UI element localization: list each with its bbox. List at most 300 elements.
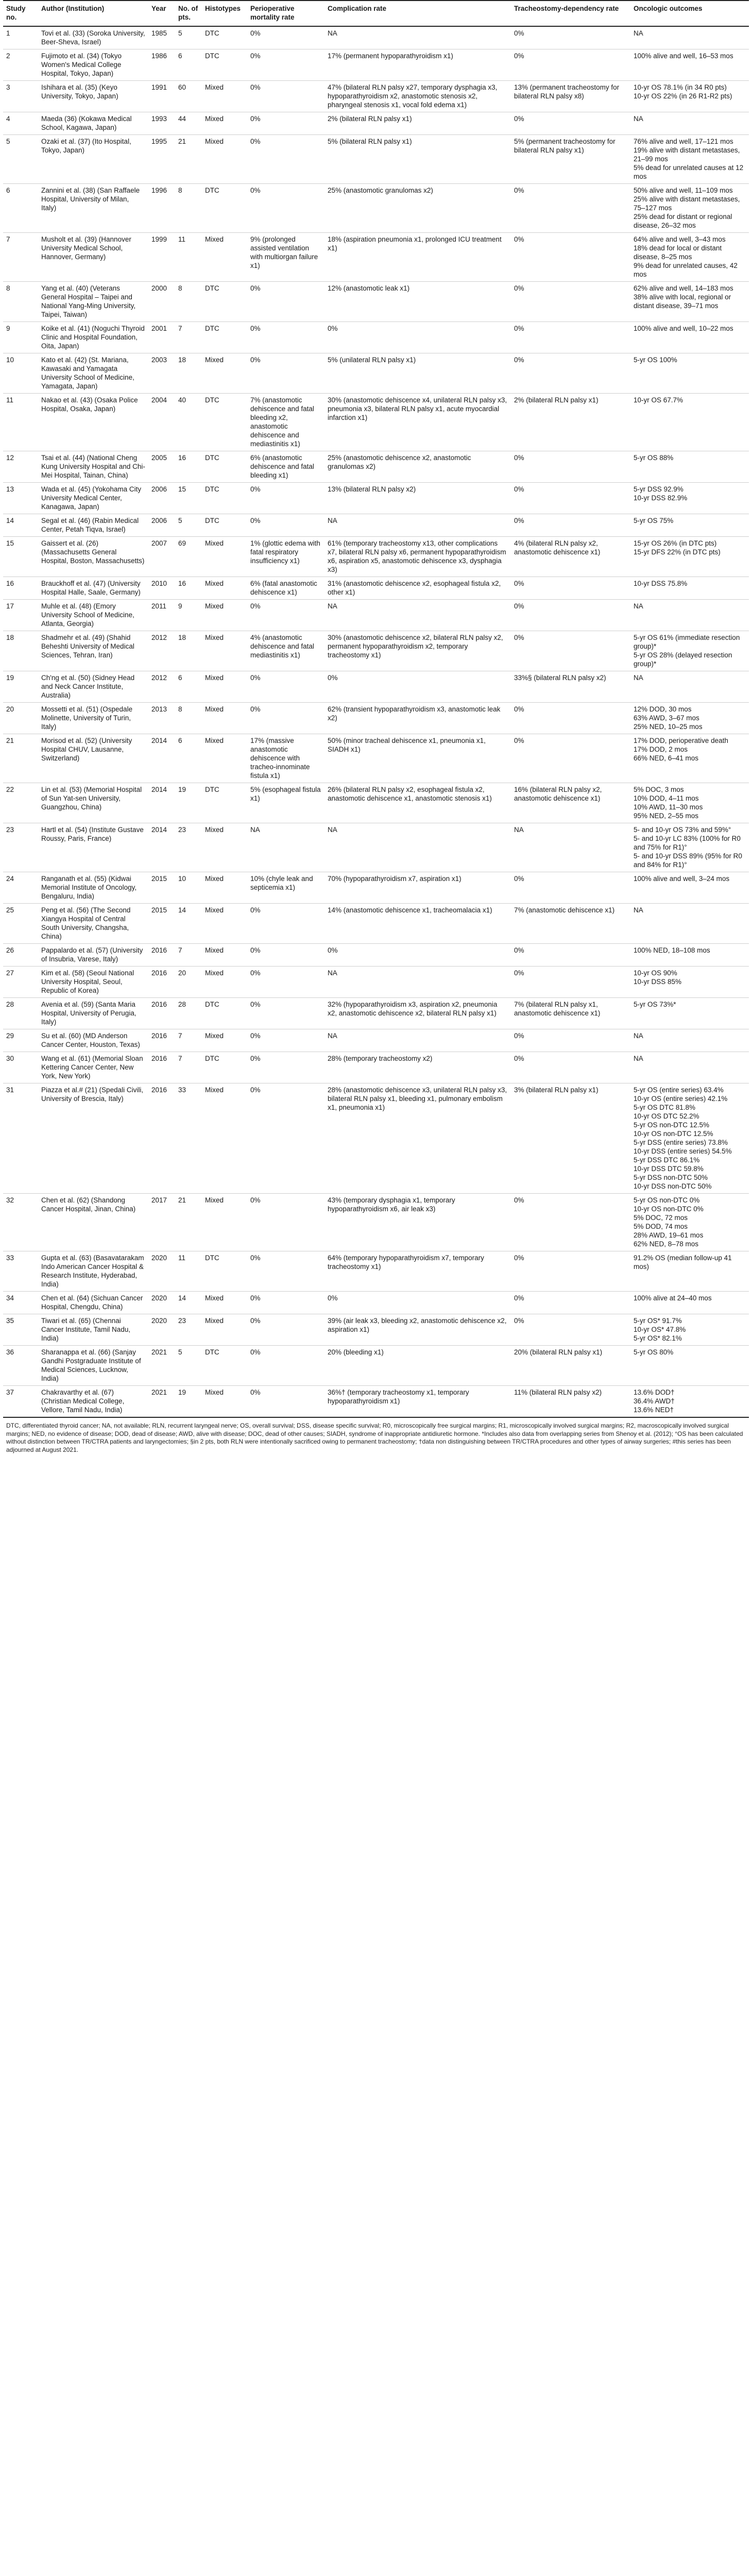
cell-oncologic-outcomes: 100% alive and well, 16–53 mos [630,49,749,81]
cell-histotypes: Mixed [202,135,247,184]
cell-study-no: 27 [3,967,38,998]
cell-perioperative-mortality: 0% [247,483,324,514]
table-row [3,944,749,967]
cell-tracheostomy-dependency: 0% [511,1292,630,1314]
cell-perioperative-mortality: 0% [247,514,324,537]
table-row [3,1194,749,1251]
cell-histotypes: DTC [202,184,247,233]
cell-oncologic-outcomes: 5-yr OS 80% [630,1346,749,1386]
cell-study-no: 21 [3,734,38,783]
cell-perioperative-mortality: 0% [247,600,324,631]
cell-histotypes: DTC [202,49,247,81]
table-row [3,1052,749,1083]
cell-author: Chen et al. (62) (Shandong Cancer Hospital, Jinan, China) [38,1194,148,1251]
cell-no-of-pts: 15 [175,483,202,514]
cell-study-no: 25 [3,904,38,944]
table-row [3,233,749,282]
table-row [3,353,749,394]
cell-study-no: 8 [3,282,38,322]
cell-complication-rate: 0% [324,671,511,703]
cell-complication-rate: NA [324,1029,511,1052]
cell-histotypes: DTC [202,783,247,823]
cell-tracheostomy-dependency: 0% [511,631,630,671]
cell-year: 2014 [148,823,175,872]
cell-complication-rate: 64% (temporary hypoparathyroidism x7, temporary tracheostomy x1) [324,1251,511,1292]
cell-complication-rate: 47% (bilateral RLN palsy x27, temporary dysphagia x3, hypoparathyroidism x2, anastomotic stenosis x2, pharyngeal stenosis x1, vocal fold edema x1) [324,81,511,112]
cell-author: Yang et al. (40) (Veterans General Hospital – Taipei and National Yang-Ming University, Taipei, Taiwan) [38,282,148,322]
cell-year: 2016 [148,967,175,998]
cell-study-no: 33 [3,1251,38,1292]
cell-perioperative-mortality: 0% [247,1052,324,1083]
cell-author: Hartl et al. (54) (Institute Gustave Roussy, Paris, France) [38,823,148,872]
cell-perioperative-mortality: 0% [247,1194,324,1251]
table-row [3,322,749,353]
cell-study-no: 7 [3,233,38,282]
cell-perioperative-mortality: 0% [247,1251,324,1292]
cell-tracheostomy-dependency: 20% (bilateral RLN palsy x1) [511,1346,630,1386]
cell-tracheostomy-dependency: 0% [511,1052,630,1083]
cell-tracheostomy-dependency: 5% (permanent tracheostomy for bilateral RLN palsy x1) [511,135,630,184]
cell-oncologic-outcomes: 62% alive and well, 14–183 mos 38% alive with local, regional or distant disease, 39–71 mos [630,282,749,322]
cell-oncologic-outcomes: NA [630,600,749,631]
cell-tracheostomy-dependency: 0% [511,1251,630,1292]
cell-oncologic-outcomes: 91.2% OS (median follow-up 41 mos) [630,1251,749,1292]
cell-year: 2015 [148,872,175,904]
cell-study-no: 35 [3,1314,38,1346]
cell-tracheostomy-dependency: 0% [511,451,630,483]
cell-complication-rate: 28% (anastomotic dehiscence x3, unilateral RLN palsy x3, bilateral RLN palsy x1, bleeding x1, pulmonary embolism x1, pneumonia x1) [324,1083,511,1194]
cell-year: 2020 [148,1292,175,1314]
cell-oncologic-outcomes: 100% alive and well, 10–22 mos [630,322,749,353]
cell-perioperative-mortality: 0% [247,49,324,81]
cell-perioperative-mortality: 0% [247,81,324,112]
table-header [3,1,749,26]
cell-study-no: 16 [3,577,38,600]
cell-perioperative-mortality: 0% [247,944,324,967]
cell-author: Muhle et al. (48) (Emory University School of Medicine, Atlanta, Georgia) [38,600,148,631]
cell-complication-rate: 26% (bilateral RLN palsy x2, esophageal fistula x2, anastomotic dehiscence x1, anastomotic stenosis x1) [324,783,511,823]
cell-complication-rate: 62% (transient hypoparathyroidism x3, anastomotic leak x2) [324,703,511,734]
cell-author: Tsai et al. (44) (National Cheng Kung University Hospital and Chi-Mei Hospital, Tainan, China) [38,451,148,483]
cell-tracheostomy-dependency: 0% [511,26,630,49]
table-row [3,1346,749,1386]
cell-no-of-pts: 23 [175,823,202,872]
cell-author: Gaissert et al. (26) (Massachusetts General Hospital, Boston, Massachusetts) [38,537,148,577]
cell-oncologic-outcomes: NA [630,671,749,703]
cell-study-no: 24 [3,872,38,904]
cell-study-no: 6 [3,184,38,233]
cell-oncologic-outcomes: 64% alive and well, 3–43 mos 18% dead for local or distant disease, 8–25 mos 9% dead for unrelated causes, 42 mos [630,233,749,282]
cell-complication-rate: NA [324,600,511,631]
cell-no-of-pts: 21 [175,1194,202,1251]
cell-year: 2017 [148,1194,175,1251]
cell-perioperative-mortality: 4% (anastomotic dehiscence and fatal mediastinitis x1) [247,631,324,671]
cell-no-of-pts: 69 [175,537,202,577]
cell-complication-rate: 70% (hypoparathyroidism x7, aspiration x1) [324,872,511,904]
cell-perioperative-mortality: 0% [247,1314,324,1346]
cell-tracheostomy-dependency: 0% [511,600,630,631]
cell-perioperative-mortality: 0% [247,353,324,394]
cell-perioperative-mortality: 0% [247,967,324,998]
header-no-of-pts: No. of pts. [175,1,202,26]
cell-oncologic-outcomes: 5-yr OS 88% [630,451,749,483]
cell-complication-rate: 50% (minor tracheal dehiscence x1, pneumonia x1, SIADH x1) [324,734,511,783]
cell-histotypes: DTC [202,1346,247,1386]
cell-study-no: 10 [3,353,38,394]
cell-year: 2003 [148,353,175,394]
cell-oncologic-outcomes: 17% DOD, perioperative death 17% DOD, 2 mos 66% NED, 6–41 mos [630,734,749,783]
table-body [3,26,749,1417]
cell-complication-rate: 39% (air leak x3, bleeding x2, anastomotic dehiscence x2, aspiration x1) [324,1314,511,1346]
table-row [3,1314,749,1346]
cell-no-of-pts: 33 [175,1083,202,1194]
cell-histotypes: Mixed [202,823,247,872]
cell-histotypes: Mixed [202,904,247,944]
cell-oncologic-outcomes: 100% alive at 24–40 mos [630,1292,749,1314]
cell-oncologic-outcomes: NA [630,904,749,944]
cell-author: Tovi et al. (33) (Soroka University, Beer-Sheva, Israel) [38,26,148,49]
cell-histotypes: DTC [202,1052,247,1083]
cell-oncologic-outcomes: 10-yr DSS 75.8% [630,577,749,600]
table-row [3,49,749,81]
cell-histotypes: DTC [202,451,247,483]
cell-tracheostomy-dependency: 0% [511,703,630,734]
cell-tracheostomy-dependency: 0% [511,483,630,514]
cell-author: Sharanappa et al. (66) (Sanjay Gandhi Postgraduate Institute of Medical Sciences, Lucknow, India) [38,1346,148,1386]
cell-perioperative-mortality: 1% (glottic edema with fatal respiratory insufficiency x1) [247,537,324,577]
cell-tracheostomy-dependency: 13% (permanent tracheostomy for bilateral RLN palsy x8) [511,81,630,112]
cell-oncologic-outcomes: 5-yr DSS 92.9% 10-yr DSS 82.9% [630,483,749,514]
cell-oncologic-outcomes: 15-yr OS 26% (in DTC pts) 15-yr DFS 22% (in DTC pts) [630,537,749,577]
cell-histotypes: Mixed [202,967,247,998]
cell-no-of-pts: 21 [175,135,202,184]
cell-no-of-pts: 7 [175,322,202,353]
cell-complication-rate: 13% (bilateral RLN palsy x2) [324,483,511,514]
cell-no-of-pts: 18 [175,353,202,394]
cell-year: 2011 [148,600,175,631]
cell-perioperative-mortality: 0% [247,904,324,944]
cell-oncologic-outcomes: 13.6% DOD† 36.4% AWD† 13.6% NED† [630,1386,749,1418]
cell-year: 2004 [148,394,175,451]
cell-oncologic-outcomes: NA [630,1029,749,1052]
cell-year: 2012 [148,631,175,671]
table-row [3,1386,749,1418]
cell-author: Chakravarthy et al. (67) (Christian Medical College, Vellore, Tamil Nadu, India) [38,1386,148,1418]
cell-year: 2006 [148,514,175,537]
table-row [3,823,749,872]
cell-year: 2020 [148,1314,175,1346]
cell-complication-rate: NA [324,823,511,872]
cell-author: Su et al. (60) (MD Anderson Cancer Center, Houston, Texas) [38,1029,148,1052]
cell-year: 1993 [148,112,175,135]
cell-study-no: 29 [3,1029,38,1052]
cell-study-no: 12 [3,451,38,483]
cell-complication-rate: NA [324,514,511,537]
cell-histotypes: Mixed [202,353,247,394]
cell-author: Mossetti et al. (51) (Ospedale Molinette, University of Turin, Italy) [38,703,148,734]
cell-no-of-pts: 7 [175,944,202,967]
table-row [3,998,749,1029]
cell-perioperative-mortality: 0% [247,1083,324,1194]
cell-histotypes: Mixed [202,1194,247,1251]
cell-author: Fujimoto et al. (34) (Tokyo Women's Medical College Hospital, Tokyo, Japan) [38,49,148,81]
cell-year: 2016 [148,1029,175,1052]
cell-study-no: 9 [3,322,38,353]
cell-author: Piazza et al.# (21) (Spedali Civili, University of Brescia, Italy) [38,1083,148,1194]
cell-year: 2021 [148,1346,175,1386]
cell-histotypes: DTC [202,322,247,353]
cell-oncologic-outcomes: 5-yr OS 73%* [630,998,749,1029]
cell-year: 2020 [148,1251,175,1292]
header-year: Year [148,1,175,26]
cell-year: 1996 [148,184,175,233]
header-oncologic-outcomes: Oncologic outcomes [630,1,749,26]
cell-study-no: 23 [3,823,38,872]
cell-no-of-pts: 8 [175,184,202,233]
cell-study-no: 26 [3,944,38,967]
cell-author: Ranganath et al. (55) (Kidwai Memorial Institute of Oncology, Bengaluru, India) [38,872,148,904]
cell-study-no: 37 [3,1386,38,1418]
cell-complication-rate: 25% (anastomotic granulomas x2) [324,184,511,233]
cell-histotypes: Mixed [202,944,247,967]
cell-oncologic-outcomes: NA [630,112,749,135]
cell-oncologic-outcomes: 10-yr OS 67.7% [630,394,749,451]
cell-year: 1986 [148,49,175,81]
cell-histotypes: Mixed [202,1292,247,1314]
cell-no-of-pts: 6 [175,49,202,81]
cell-study-no: 15 [3,537,38,577]
cell-no-of-pts: 23 [175,1314,202,1346]
cell-tracheostomy-dependency: 0% [511,967,630,998]
cell-no-of-pts: 11 [175,1251,202,1292]
cell-oncologic-outcomes: 76% alive and well, 17–121 mos 19% alive with distant metastases, 21–99 mos 5% dead for unrelated causes at 12 mos [630,135,749,184]
cell-perioperative-mortality: 17% (massive anastomotic dehiscence with tracheo-innominate fistula x1) [247,734,324,783]
cell-histotypes: Mixed [202,112,247,135]
cell-no-of-pts: 44 [175,112,202,135]
cell-tracheostomy-dependency: 0% [511,1194,630,1251]
cell-oncologic-outcomes: 10-yr OS 78.1% (in 34 R0 pts) 10-yr OS 22% (in 26 R1-R2 pts) [630,81,749,112]
cell-histotypes: Mixed [202,734,247,783]
cell-year: 2001 [148,322,175,353]
cell-complication-rate: 0% [324,944,511,967]
cell-no-of-pts: 10 [175,872,202,904]
table-row [3,734,749,783]
cell-perioperative-mortality: 7% (anastomotic dehiscence and fatal bleeding x2, anastomotic dehiscence and mediastinitis x1) [247,394,324,451]
table-row [3,600,749,631]
cell-complication-rate: 0% [324,322,511,353]
table-row [3,112,749,135]
cell-oncologic-outcomes: 5-yr OS 100% [630,353,749,394]
cell-tracheostomy-dependency: 7% (bilateral RLN palsy x1, anastomotic dehiscence x1) [511,998,630,1029]
cell-no-of-pts: 16 [175,577,202,600]
cell-tracheostomy-dependency: 0% [511,514,630,537]
cell-complication-rate: 5% (bilateral RLN palsy x1) [324,135,511,184]
cell-year: 2005 [148,451,175,483]
cell-author: Koike et al. (41) (Noguchi Thyroid Clinic and Hospital Foundation, Oita, Japan) [38,322,148,353]
cell-study-no: 2 [3,49,38,81]
cell-oncologic-outcomes: NA [630,1052,749,1083]
table-row [3,671,749,703]
cell-author: Pappalardo et al. (57) (University of Insubria, Varese, Italy) [38,944,148,967]
cell-perioperative-mortality: 10% (chyle leak and septicemia x1) [247,872,324,904]
cell-perioperative-mortality: 0% [247,1292,324,1314]
cell-year: 2016 [148,1052,175,1083]
cell-year: 1991 [148,81,175,112]
header-tracheostomy-dependency: Tracheostomy-dependency rate [511,1,630,26]
cell-complication-rate: 2% (bilateral RLN palsy x1) [324,112,511,135]
cell-complication-rate: 43% (temporary dysphagia x1, temporary hypoparathyroidism x6, air leak x3) [324,1194,511,1251]
cell-complication-rate: 30% (anastomotic dehiscence x4, unilateral RLN palsy x3, pneumonia x3, bilateral RLN palsy x1, acute myocardial infarction x1) [324,394,511,451]
cell-perioperative-mortality: 0% [247,26,324,49]
cell-tracheostomy-dependency: 0% [511,353,630,394]
cell-no-of-pts: 19 [175,1386,202,1418]
cell-tracheostomy-dependency: 0% [511,282,630,322]
cell-author: Wang et al. (61) (Memorial Sloan Kettering Cancer Center, New York, New York) [38,1052,148,1083]
table-row [3,26,749,49]
cell-study-no: 34 [3,1292,38,1314]
cell-perioperative-mortality: 0% [247,703,324,734]
cell-histotypes: Mixed [202,1386,247,1418]
cell-year: 2016 [148,998,175,1029]
table-row [3,537,749,577]
cell-perioperative-mortality: 0% [247,322,324,353]
cell-perioperative-mortality: 0% [247,1386,324,1418]
cell-histotypes: DTC [202,998,247,1029]
cell-no-of-pts: 5 [175,26,202,49]
cell-perioperative-mortality: 0% [247,135,324,184]
cell-year: 2014 [148,783,175,823]
cell-study-no: 1 [3,26,38,49]
cell-histotypes: DTC [202,514,247,537]
cell-tracheostomy-dependency: 16% (bilateral RLN palsy x2, anastomotic dehiscence x1) [511,783,630,823]
table-row [3,282,749,322]
cell-author: Ch'ng et al. (50) (Sidney Head and Neck Cancer Institute, Australia) [38,671,148,703]
cell-perioperative-mortality: 6% (fatal anastomotic dehiscence x1) [247,577,324,600]
cell-oncologic-outcomes: 10-yr OS 90% 10-yr DSS 85% [630,967,749,998]
cell-year: 2016 [148,944,175,967]
cell-year: 1995 [148,135,175,184]
cell-study-no: 13 [3,483,38,514]
cell-study-no: 31 [3,1083,38,1194]
header-author: Author (Institution) [38,1,148,26]
cell-histotypes: Mixed [202,1314,247,1346]
cell-histotypes: DTC [202,394,247,451]
cell-tracheostomy-dependency: 0% [511,184,630,233]
cell-perioperative-mortality: 0% [247,671,324,703]
cell-study-no: 11 [3,394,38,451]
cell-study-no: 4 [3,112,38,135]
table-row [3,872,749,904]
cell-histotypes: DTC [202,282,247,322]
table-row [3,1083,749,1194]
cell-histotypes: Mixed [202,631,247,671]
cell-complication-rate: 14% (anastomotic dehiscence x1, tracheomalacia x1) [324,904,511,944]
table-row [3,967,749,998]
cell-histotypes: Mixed [202,577,247,600]
cell-author: Ishihara et al. (35) (Keyo University, Tokyo, Japan) [38,81,148,112]
cell-year: 2013 [148,703,175,734]
cell-complication-rate: 32% (hypoparathyroidism x3, aspiration x2, pneumonia x2, anastomotic dehiscence x2, bilateral RLN palsy x1) [324,998,511,1029]
table-row [3,904,749,944]
cell-study-no: 28 [3,998,38,1029]
cell-complication-rate: 12% (anastomotic leak x1) [324,282,511,322]
cell-tracheostomy-dependency: 3% (bilateral RLN palsy x1) [511,1083,630,1194]
cell-oncologic-outcomes: 5-yr OS non-DTC 0% 10-yr OS non-DTC 0% 5% DOC, 72 mos 5% DOD, 74 mos 28% AWD, 19–61 mos 62% NED, 8–78 mos [630,1194,749,1251]
cell-author: Ozaki et al. (37) (Ito Hospital, Tokyo, Japan) [38,135,148,184]
table-row [3,81,749,112]
cell-histotypes: Mixed [202,703,247,734]
cell-histotypes: Mixed [202,537,247,577]
cell-complication-rate: 36%† (temporary tracheostomy x1, temporary hypoparathyroidism x1) [324,1386,511,1418]
header-row [3,1,749,26]
cell-perioperative-mortality: 6% (anastomotic dehiscence and fatal bleeding x1) [247,451,324,483]
cell-complication-rate: 31% (anastomotic dehiscence x2, esophageal fistula x2, other x1) [324,577,511,600]
cell-tracheostomy-dependency: 11% (bilateral RLN palsy x2) [511,1386,630,1418]
cell-complication-rate: NA [324,967,511,998]
cell-no-of-pts: 8 [175,282,202,322]
cell-oncologic-outcomes: 5-yr OS 61% (immediate resection group)* 5-yr OS 28% (delayed resection group)* [630,631,749,671]
cell-complication-rate: 17% (permanent hypoparathyroidism x1) [324,49,511,81]
cell-tracheostomy-dependency: 0% [511,322,630,353]
header-study-no: Study no. [3,1,38,26]
table-row [3,514,749,537]
cell-no-of-pts: 11 [175,233,202,282]
cell-tracheostomy-dependency: 33%§ (bilateral RLN palsy x2) [511,671,630,703]
table-row [3,483,749,514]
cell-perioperative-mortality: 0% [247,282,324,322]
cell-histotypes: Mixed [202,81,247,112]
cell-histotypes: DTC [202,1251,247,1292]
cell-perioperative-mortality: NA [247,823,324,872]
cell-study-no: 19 [3,671,38,703]
cell-author: Shadmehr et al. (49) (Shahid Beheshti University of Medical Sciences, Tehran, Iran) [38,631,148,671]
cell-complication-rate: 20% (bleeding x1) [324,1346,511,1386]
cell-complication-rate: 0% [324,1292,511,1314]
cell-tracheostomy-dependency: NA [511,823,630,872]
cell-oncologic-outcomes: 100% NED, 18–108 mos [630,944,749,967]
cell-no-of-pts: 6 [175,734,202,783]
table-row [3,1292,749,1314]
cell-author: Zannini et al. (38) (San Raffaele Hospital, University of Milan, Italy) [38,184,148,233]
cell-tracheostomy-dependency: 0% [511,872,630,904]
cell-year: 2006 [148,483,175,514]
cell-perioperative-mortality: 9% (prolonged assisted ventilation with multiorgan failure x1) [247,233,324,282]
cell-no-of-pts: 14 [175,1292,202,1314]
cell-oncologic-outcomes: NA [630,26,749,49]
cell-complication-rate: 28% (temporary tracheostomy x2) [324,1052,511,1083]
cell-year: 2015 [148,904,175,944]
cell-study-no: 3 [3,81,38,112]
cell-no-of-pts: 60 [175,81,202,112]
cell-author: Lin et al. (53) (Memorial Hospital of Sun Yat-sen University, Guangzhou, China) [38,783,148,823]
cell-study-no: 5 [3,135,38,184]
cell-perioperative-mortality: 0% [247,1346,324,1386]
cell-complication-rate: 61% (temporary tracheostomy x13, other complications x7, bilateral RLN palsy x6, permanent hypoparathyroidism x6, aspiration x5, anastomotic dehiscence x3, dysphagia x3) [324,537,511,577]
cell-author: Kato et al. (42) (St. Mariana, Kawasaki and Yamagata University School of Medicine, Yamagata, Japan) [38,353,148,394]
table-row [3,394,749,451]
cell-oncologic-outcomes: 5-yr OS* 91.7% 10-yr OS* 47.8% 5-yr OS* 82.1% [630,1314,749,1346]
cell-tracheostomy-dependency: 0% [511,734,630,783]
cell-histotypes: Mixed [202,600,247,631]
cell-histotypes: DTC [202,26,247,49]
cell-year: 2014 [148,734,175,783]
table-row [3,577,749,600]
cell-complication-rate: NA [324,26,511,49]
header-complication-rate: Complication rate [324,1,511,26]
table-row [3,135,749,184]
cell-study-no: 36 [3,1346,38,1386]
cell-no-of-pts: 7 [175,1052,202,1083]
